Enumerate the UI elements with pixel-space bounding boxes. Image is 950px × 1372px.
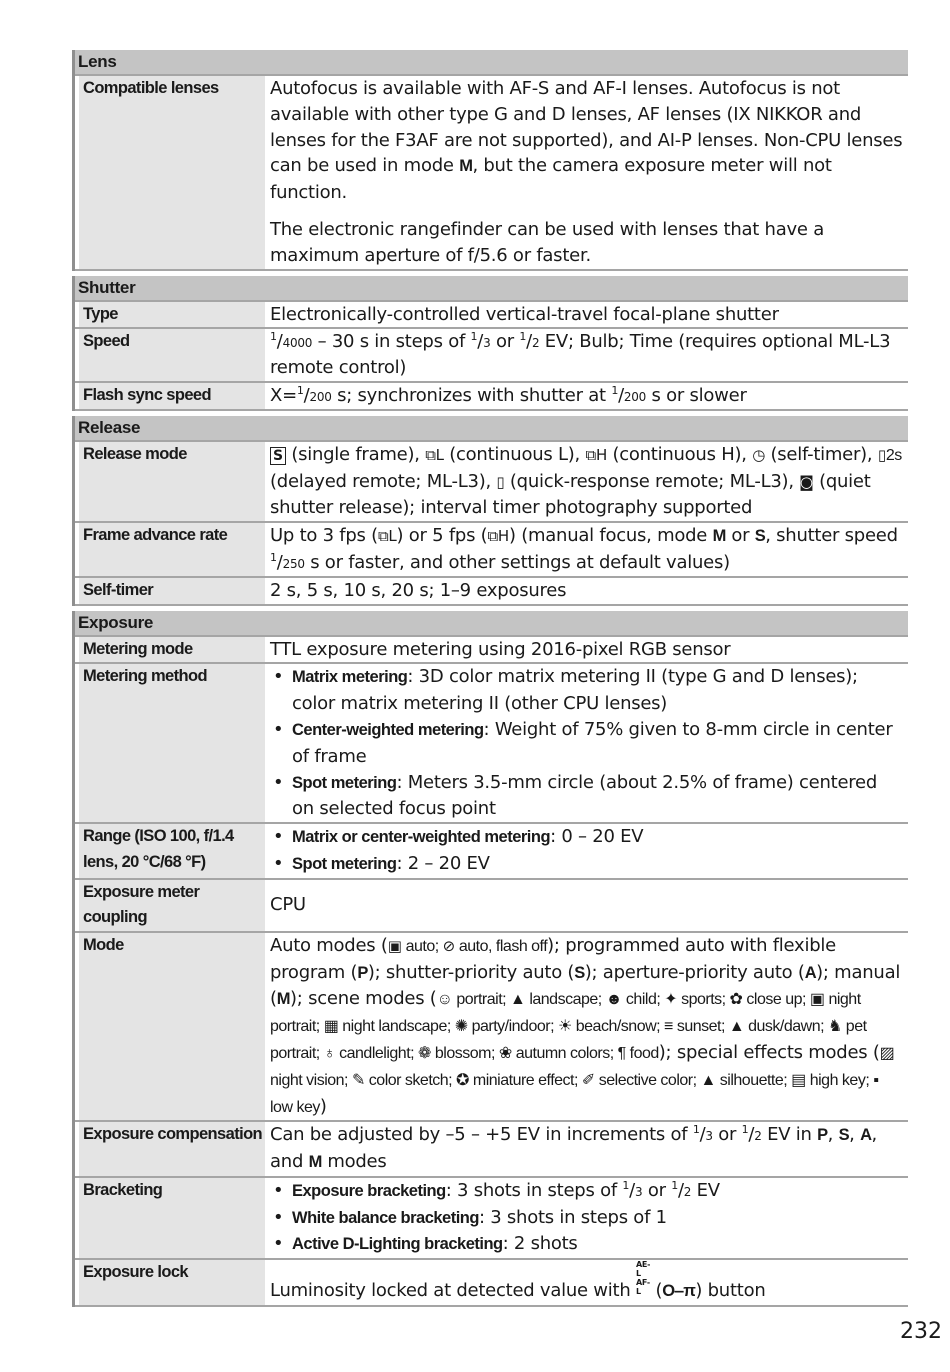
ae-af-lock-icon: AE-L AF-L (635, 1260, 651, 1297)
mode-letter: M (459, 157, 473, 176)
release-section-title: Release (75, 416, 908, 440)
spec-value (265, 824, 908, 878)
bullet-item: • Spot metering: Meters 3.5-mm circle (about 2.5% of frame) centered on selected focus point (270, 770, 904, 823)
spec-label: Release mode (79, 442, 265, 521)
bullet-item: • Matrix or center-weighted metering: 0 – 20 EV (270, 824, 904, 851)
bullet-item: • Spot metering: 2 – 20 EV (270, 851, 904, 878)
bullet-item: • Active D-Lighting bracketing: 2 shots (270, 1231, 904, 1258)
spec-row-release-mode (75, 440, 908, 521)
spec-row-compatible-lenses (75, 74, 908, 271)
self-timer-icon: ◷ (752, 445, 766, 464)
compat-paragraph-2: The electronic rangefinder can be used with lenses that have a maximum aperture of f/5.6 or faster. (270, 218, 824, 266)
spec-value: Electronically-controlled vertical-travel focal-plane shutter (270, 303, 779, 325)
spec-row-mode (75, 931, 908, 1121)
spec-label: Mode (79, 933, 265, 1121)
spec-row-metering-method (75, 662, 908, 822)
spec-label: Compatible lenses (79, 76, 265, 269)
spec-value: X=$^1$/200 s; synchronizes with shutter at $^1$/200 s or slower (270, 383, 747, 406)
spec-row-type (75, 300, 908, 328)
continuous-low-icon: ⧉L (377, 527, 397, 546)
fraction: $^1$/2 (741, 1123, 762, 1146)
spec-value (265, 1178, 908, 1258)
spec-value: Can be adjusted by –5 – +5 EV in increments of $^1$/3 or $^1$/2 EV in P, S, A, and M modes (270, 1123, 877, 1173)
bullet-item: • Matrix metering: 3D color matrix metering II (type G and D lenses); color matrix metering II (other CPU lenses) (270, 664, 904, 717)
fraction: $^1$/200 (611, 383, 647, 406)
spec-row-metering-mode (75, 635, 908, 663)
spec-label: Exposure compensation (79, 1122, 265, 1176)
spec-value: Up to 3 fps (⧉L) or 5 fps (⧉H) (manual focus, mode M or S, shutter speed $^1$/250 s or faster, and other settings at default values) (270, 525, 898, 573)
spec-row-flash-sync (75, 381, 908, 411)
single-frame-icon: S (270, 447, 286, 465)
delay-label: 2s (885, 446, 902, 464)
spec-label: Exposure lock (79, 1260, 265, 1305)
fraction: $^1$/200 (296, 383, 332, 406)
auto-mode-icon: ▣ (387, 936, 402, 955)
bullet-item: • Exposure bracketing: 3 shots in steps of $^1$/3 or $^1$/2 EV (270, 1178, 904, 1205)
spec-label: Frame advance rate (79, 523, 265, 576)
key-icon: O‒π (662, 1282, 696, 1301)
fraction: $^1$/3 (622, 1178, 643, 1201)
bullet-item: • Center-weighted metering: Weight of 75% given to 8-mm circle in center of frame (270, 717, 904, 770)
spec-value (265, 76, 908, 269)
spec-label: Exposure meter coupling (79, 880, 265, 931)
spec-label: Metering mode (79, 637, 265, 663)
spec-label: Range (ISO 100, f/1.4 lens, 20 °C/68 °F) (79, 824, 265, 878)
fraction: $^1$/3 (692, 1123, 713, 1146)
text: Autofocus is available with AF-S and AF-I lenses. Autofocus is not available with other type G and D lenses, AF lenses (IX NIKKOR and lenses for the F3AF are not supported), and AI-P lenses. Non-CPU lenses can be used in mode (270, 78, 903, 177)
spec-row-bracketing (75, 1176, 908, 1258)
bullet-item: • White balance bracketing: 3 shots in steps of 1 (270, 1205, 904, 1232)
continuous-high-icon: ⧉H (487, 527, 509, 546)
spec-value: CPU (270, 894, 306, 916)
shutter-section-title: Shutter (75, 276, 908, 300)
release-section (72, 416, 908, 606)
spec-row-range (75, 822, 908, 878)
spec-row-exposure-compensation (75, 1120, 908, 1176)
lens-section (72, 50, 908, 271)
spec-label: Speed (79, 329, 265, 381)
quiet-shutter-icon: ◙ (799, 472, 814, 491)
exposure-section-title: Exposure (75, 611, 908, 635)
lens-section-title: Lens (75, 50, 908, 74)
spec-document (72, 50, 908, 1312)
spec-label: Bracketing (79, 1178, 265, 1258)
flash-off-icon: ⊘ (442, 936, 455, 955)
quick-remote-icon: ▯ (496, 472, 505, 491)
spec-value (265, 664, 908, 822)
spec-label: Self-timer (79, 578, 265, 604)
text: , but the camera exposure meter will not function. (270, 155, 832, 204)
fraction: $^1$/250 (270, 550, 305, 573)
spec-row-self-timer (75, 576, 908, 606)
scene-modes-list: ☺ portrait; ▲ landscape; ☻ child; ✦ sports; ✿ close up; ▣ night portrait; ▦ night landscape; ✺ party/indoor; ☀ beach/snow; ≡ sunset; ▲ dusk/dawn; ♞ pet portrait; ♁ candlelight; ❁ blossom; ❀ autumn colors; ¶ food (270, 991, 867, 1062)
spec-value: $^1$/4000 – 30 s in steps of $^1$/3 or $^1$/2 EV; Bulb; Time (requires optional ML-L3 remote control) (270, 330, 891, 379)
spec-row-exposure-lock (75, 1258, 908, 1307)
spec-value: TTL exposure metering using 2016-pixel RGB sensor (270, 638, 731, 660)
continuous-low-icon: ⧉L (425, 445, 444, 464)
exposure-section (72, 611, 908, 1308)
spec-label: Type (79, 302, 265, 328)
shutter-section (72, 276, 908, 411)
continuous-high-icon: ⧉H (585, 445, 607, 464)
spec-value: 2 s, 5 s, 10 s, 20 s; 1–9 exposures (270, 579, 567, 601)
spec-row-speed (75, 327, 908, 381)
spec-label: Metering method (79, 664, 265, 822)
spec-label: Flash sync speed (79, 383, 265, 409)
spec-value: Luminosity locked at detected value with AE-L AF-L (O‒π) button (270, 1260, 766, 1302)
spec-value: S (single frame), ⧉L (continuous L), ⧉H (continuous H), ◷ (self-timer), ▯2s (delayed remote; ML-L3), ▯ (quick-response remote; ML-L3), ◙ (quiet shutter release); interval timer photography supported (270, 443, 902, 519)
fraction: $^1$/2 (671, 1178, 692, 1201)
spec-row-frame-advance (75, 521, 908, 576)
spec-value: Auto modes (▣ auto; ⊘ auto, flash off); programmed auto with flexible program (P); shutter-priority auto (S); aperture-priority auto (A); manual (M); scene modes (☺ portrait; ▲ landscape; ☻ child; ✦ sports; ✿ close up; ▣ night portrait; ▦ night landscape; ✺ party/indoor; ☀ beach/snow; ≡ sunset; ▲ dusk/dawn; ♞ pet portrait; ♁ candlelight; ❁ blossom; ❀ autumn colors; ¶ food); special effects modes (▨ night vision; ✎ color sketch; ✪ miniature effect; ✐ selective color; ▲ silhouette; ▤ high key; ▪ low key) (270, 934, 901, 1117)
fraction: $^1$/3 (470, 330, 491, 353)
page-number: 232 (900, 1319, 942, 1344)
fraction: $^1$/4000 (270, 330, 313, 353)
effects-modes-list: ▨ night vision; ✎ color sketch; ✪ miniature effect; ✐ selective color; ▲ silhouette; ▤ high key; ▪ low key (270, 1044, 895, 1116)
delayed-remote-icon: ▯ (877, 445, 886, 464)
compat-paragraph-1 (270, 76, 904, 206)
spec-row-meter-coupling (75, 878, 908, 931)
fraction: $^1$/2 (519, 330, 540, 353)
